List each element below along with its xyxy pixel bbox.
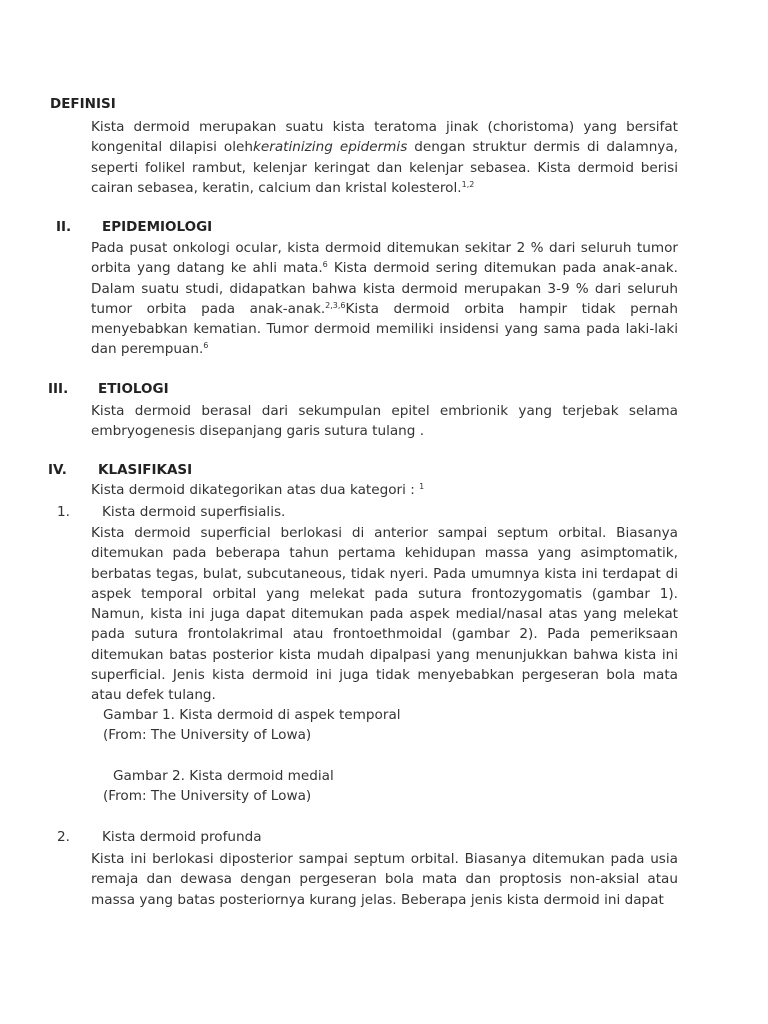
heading-definisi: DEFINISI	[50, 96, 116, 112]
figure1-source: (From: The University of Lowa)	[103, 727, 312, 743]
list-number-2: 2.	[57, 829, 70, 845]
paragraph-etiologi: Kista dermoid berasal dari sekumpulan epitel embrionik yang terjebak selama embryogenesis disepanjang garis sutura tulang .	[91, 403, 678, 440]
item1-title: Kista dermoid superfisialis.	[102, 504, 286, 520]
heading-klasifikasi: KLASIFIKASI	[98, 462, 193, 478]
section-number-2: II.	[56, 219, 72, 235]
klasifikasi-intro-citation: 1	[419, 482, 425, 491]
figure2-caption: Gambar 2. Kista dermoid medial	[113, 768, 334, 784]
heading-etiologi: ETIOLOGI	[98, 381, 169, 397]
item2-title: Kista dermoid profunda	[102, 829, 262, 845]
klasifikasi-intro-text: Kista dermoid dikategorikan atas dua kategori :	[91, 482, 420, 498]
item1-paragraph: Kista dermoid superficial berlokasi di anterior sampai septum orbital. Biasanya ditemukan pada beberapa tahun pertama kehidupan massa yang asimptomatik, berbatas tegas, bulat, subcutaneous, tidak nyeri. Pada umumnya kista ini terdapat di aspek temporal orbital yang melekat pada sutura frontozygomatis (gambar 1). Namun, kista ini juga dapat ditemukan pada aspek medial/nasal atas yang melekat pada sutura frontolakrimal atau frontoethmoidal (gambar 2). Pada pemeriksaan ditemukan batas posterior kista mudah dipalpasi yang menunjukkan bahwa kista ini superficial. Jenis kista dermoid ini juga tidak menyebabkan pergeseran bola mata atau defek tulang.	[91, 525, 678, 704]
definisi-italic-term: keratinizing epidermis	[253, 139, 408, 156]
epidemiologi-text-1: Pada pusat onkologi ocular, kista dermoid ditemukan sekitar 2 % dari seluruh tumor orbita yang datang ke ahli mata.	[91, 240, 678, 277]
definisi-text-1: Kista dermoid merupakan suatu kista teratoma jinak (choristoma) yang bersifat kongenital dilapisi oleh	[91, 119, 678, 156]
paragraph-definisi	[91, 117, 678, 198]
epidemiologi-citation-1: 6	[322, 260, 328, 270]
figure2-source: (From: The University of Lowa)	[103, 788, 312, 804]
section-number-3: III.	[48, 381, 69, 397]
epidemiologi-citation-2: 2,3,6	[325, 300, 346, 310]
epidemiologi-citation-3: 6	[203, 341, 209, 351]
figure1-caption: Gambar 1. Kista dermoid di aspek temporal	[103, 707, 401, 723]
epidemiologi-text-3: Kista dermoid orbita hampir tidak pernah menyebabkan kematian. Tumor dermoid memiliki insidensi yang sama pada laki-laki dan perempuan.	[91, 300, 678, 358]
epidemiologi-text-2: Kista dermoid sering ditemukan pada anak-anak. Dalam suatu studi, didapatkan bahwa kista dermoid merupakan 3-9 % dari seluruh tumor orbita pada anak-anak.	[91, 260, 678, 317]
heading-epidemiologi: EPIDEMIOLOGI	[102, 219, 213, 235]
section-number-4: IV.	[48, 462, 67, 478]
item2-paragraph: Kista ini berlokasi diposterior sampai septum orbital. Biasanya ditemukan pada usia remaja dan dewasa dengan pergeseran bola mata dan proptosis non-aksial atau massa yang batas posteriornya kurang jelas. Beberapa jenis kista dermoid ini dapat	[91, 851, 678, 908]
definisi-citation: 1,2	[461, 179, 475, 189]
klasifikasi-intro	[91, 482, 424, 498]
definisi-text-2: dengan struktur dermis di dalamnya, seperti folikel rambut, kelenjar keringat dan kelenjar sebasea. Kista dermoid berisi cairan sebasea, keratin, calcium dan kristal kolesterol.	[91, 139, 679, 196]
list-number-1: 1.	[57, 504, 70, 520]
paragraph-epidemiologi	[91, 238, 678, 360]
